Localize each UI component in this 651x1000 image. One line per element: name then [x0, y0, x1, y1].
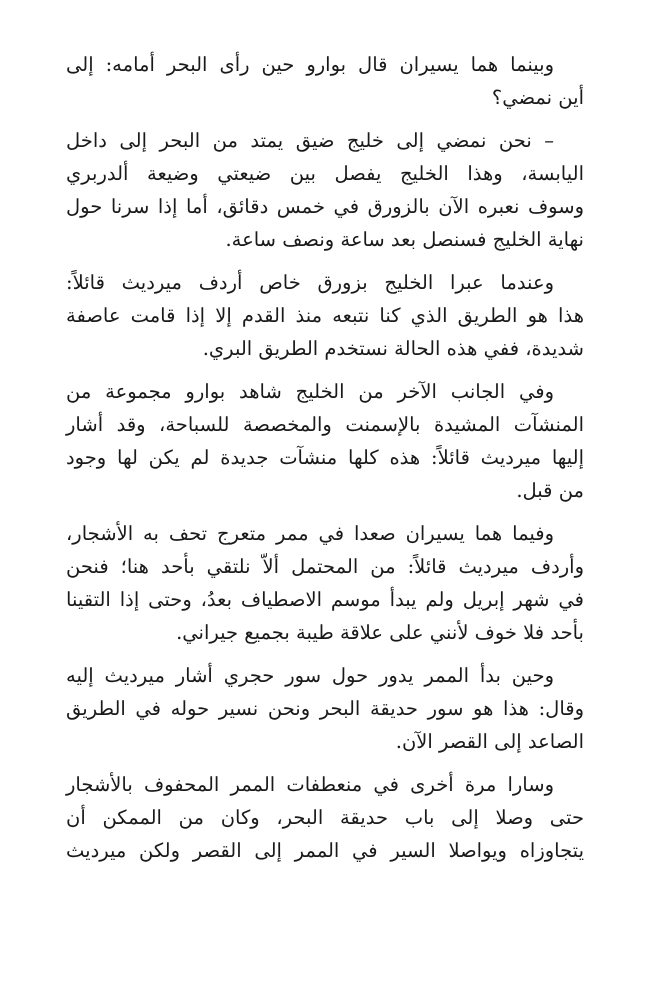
- text-line: هذا هو الطريق الذي كنا نتبعه منذ القدم إلا إذا قامت عاصفة: [66, 304, 584, 327]
- paragraph: [66, 768, 584, 867]
- text-line: وعندما عبرا الخليج بزورق خاص أردف ميرديث قائلاً:: [66, 271, 554, 294]
- paragraph: [66, 375, 584, 507]
- text-line: نهاية الخليج فسنصل بعد ساعة ونصف ساعة.: [225, 228, 584, 251]
- paragraph: [66, 517, 584, 649]
- text-line: إليها ميرديث قائلاً: هذه كلها منشآت جديدة لم يكن لها وجود: [66, 446, 584, 469]
- paragraph: [66, 266, 584, 365]
- paragraph: [66, 48, 584, 114]
- text-line: شديدة، ففي هذه الحالة نستخدم الطريق البري.: [202, 337, 584, 360]
- text-line: يتجاوزاه ويواصلا السير في الممر إلى القصر ولكن ميرديث: [66, 839, 584, 862]
- text-line: حتى وصلا إلى باب حديقة البحر، وكان من الممكن أن: [66, 806, 584, 829]
- text-line: وحين بدأ الممر يدور حول سور حجري أشار ميرديث إليه: [66, 664, 554, 687]
- text-line: اليابسة، وهذا الخليج يفصل بين ضيعتي وضيعة ألدربري: [66, 162, 584, 185]
- text-line: بأحد فلا خوف لأنني على علاقة طيبة بجميع جيراني.: [176, 621, 584, 644]
- text-line: المنشآت المشيدة بالإسمنت والمخصصة للسباحة، وقد أشار: [66, 413, 584, 436]
- paragraph: [66, 659, 584, 758]
- paragraph: [66, 124, 584, 256]
- text-line: – نحن نمضي إلى خليج ضيق يمتد من البحر إلى داخل: [66, 129, 554, 152]
- text-line: وأردف ميرديث قائلاً: من المحتمل ألاّ نلتقي بأحد هنا؛ فنحن: [66, 555, 584, 578]
- text-line: وقال: هذا هو سور حديقة البحر ونحن نسير حوله في الطريق: [66, 697, 584, 720]
- text-line: أين نمضي؟: [491, 86, 584, 109]
- text-line: في شهر إبريل ولم يبدأ موسم الاصطياف بعدُ، وحتى إذا التقينا: [66, 588, 584, 611]
- text-line: الصاعد إلى القصر الآن.: [395, 730, 584, 753]
- text-line: وفيما هما يسيران صعدا في ممر متعرج تحف به الأشجار،: [66, 522, 554, 545]
- text-line: وبينما هما يسيران قال بوارو حين رأى البحر أمامه: إلى: [66, 53, 554, 76]
- text-line: وفي الجانب الآخر من الخليج شاهد بوارو مجموعة من: [66, 380, 554, 403]
- text-line: وسوف نعبره الآن بالزورق في خمس دقائق، أما إذا سرنا حول: [66, 195, 584, 218]
- text-line: وسارا مرة أخرى في منعطفات الممر المحفوف بالأشجار: [66, 773, 554, 796]
- book-page: [66, 48, 584, 877]
- text-line: من قبل.: [516, 479, 584, 502]
